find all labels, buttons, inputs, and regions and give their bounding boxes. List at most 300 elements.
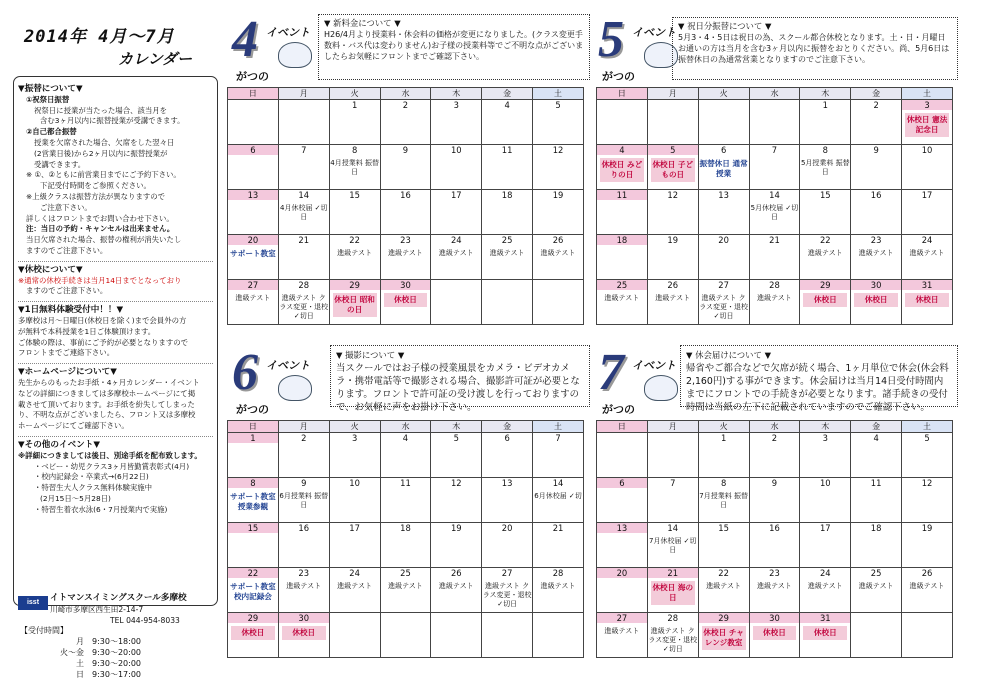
day-cell (749, 190, 800, 235)
day-cell (329, 100, 380, 145)
day-number: 14 (667, 523, 679, 533)
section-line: ・ベビー・幼児クラス3ヶ月皆勤賞表彰式(4月) (34, 461, 190, 471)
day-cell (749, 145, 800, 190)
day-cell (533, 235, 584, 280)
day-number: 19 (552, 190, 564, 200)
day-note: 進級テスト クラス変更・退校 ✓切日 (699, 294, 748, 320)
day-cell (482, 100, 533, 145)
weekday-header: 金 (851, 421, 902, 433)
day-cell (800, 235, 851, 280)
weekday-header: 土 (533, 421, 584, 433)
day-note: 進級テスト (438, 582, 474, 590)
day-cell (380, 145, 431, 190)
section-line: が無料で本科授業を1日ご体験頂けます。 (18, 326, 156, 336)
day-cell (851, 190, 902, 235)
day-cell (597, 613, 648, 658)
day-cell (902, 523, 953, 568)
day-number: 17 (349, 523, 360, 533)
day-cell (278, 190, 329, 235)
day-number: 23 (400, 235, 411, 245)
day-number: 18 (400, 523, 411, 533)
day-cell (329, 280, 380, 325)
section-line: ※上級クラスは振替方法が異なりますので (26, 191, 166, 201)
day-number: 16 (769, 523, 780, 533)
day-cell (749, 613, 800, 658)
day-note: 進級テスト (757, 582, 792, 590)
day-note: 進級テスト (438, 249, 474, 257)
month-header-4 (232, 12, 322, 84)
day-cell (431, 145, 482, 190)
day-cell (228, 433, 279, 478)
page-subtitle: カレンダー (118, 50, 193, 68)
section-line: 当日欠席された場合、振替の権利が消失いたし (26, 235, 182, 245)
section-line: ホームページにてご確認下さい。 (18, 421, 129, 431)
day-number: 19 (667, 235, 679, 245)
weekday-header: 火 (698, 421, 749, 433)
calendar-6 (227, 420, 584, 658)
day-number: 5 (555, 100, 561, 110)
day-cell (228, 280, 279, 325)
school-info (50, 593, 220, 626)
day-note: 進級テスト (858, 582, 894, 590)
section-line: ・特習生大人クラス無料体験実施中 (34, 483, 153, 493)
section-line: 多摩校は月〜日曜日(休校日を除く)まで会員外の方 (18, 315, 187, 325)
weekday-header: 月 (647, 421, 698, 433)
day-number: 10 (921, 145, 933, 155)
day-number: 10 (819, 478, 831, 488)
day-number: 23 (298, 568, 310, 578)
hours-day: 月 (76, 637, 84, 646)
day-number: 14 (298, 190, 310, 200)
day-number: 19 (921, 523, 933, 533)
day-cell (380, 568, 431, 613)
notice-title: ▼ 休会届けについて ▼ (686, 350, 772, 360)
day-cell (228, 190, 279, 235)
calendar-4 (227, 87, 584, 325)
calendar-week (228, 145, 584, 190)
day-cell (800, 523, 851, 568)
day-note: 4月授業料 振替日 (330, 159, 379, 176)
day-number: 30 (381, 280, 431, 290)
day-cell (228, 100, 279, 145)
day-cell (482, 478, 533, 523)
day-number: 25 (870, 568, 882, 578)
calendar-week (597, 433, 953, 478)
day-cell (800, 145, 851, 190)
section-line: 下記受付時間をご参照ください。 (40, 181, 151, 191)
day-number: 3 (453, 100, 459, 110)
holiday-badge: 休校日 海の日 (651, 581, 695, 605)
holiday-badge: 休校日 (803, 293, 847, 307)
weekday-header: 土 (902, 421, 953, 433)
day-cell (597, 523, 648, 568)
weekday-header: 水 (380, 421, 431, 433)
day-number: 20 (228, 235, 278, 245)
day-cell (278, 145, 329, 190)
day-number: 11 (870, 478, 882, 488)
day-cell (698, 190, 749, 235)
day-cell (597, 235, 648, 280)
day-number: 13 (597, 523, 647, 533)
day-cell (902, 478, 953, 523)
day-number: 1 (720, 433, 727, 443)
day-number: 1 (228, 433, 278, 443)
day-number: 16 (870, 190, 882, 200)
day-number: 1 (822, 100, 828, 110)
day-number: 5 (453, 433, 459, 443)
day-number: 30 (851, 280, 901, 290)
day-number: 25 (597, 280, 647, 290)
day-number: 7 (771, 145, 778, 155)
day-cell (749, 235, 800, 280)
day-note: 進級テスト (388, 582, 423, 590)
day-cell (902, 145, 953, 190)
day-cell (431, 280, 482, 325)
day-number: 3 (902, 100, 952, 110)
day-cell (698, 478, 749, 523)
page-title: 2014年 4月〜7月 (24, 27, 175, 47)
calendar-week (597, 478, 953, 523)
hours-day: 土 (76, 659, 84, 668)
day-number: 7 (301, 145, 307, 155)
day-number: 12 (450, 478, 462, 488)
day-cell (533, 523, 584, 568)
day-cell (698, 145, 749, 190)
holiday-badge: 休校日 (384, 293, 428, 307)
weekday-header: 火 (329, 88, 380, 100)
day-cell (431, 433, 482, 478)
day-cell (698, 613, 749, 658)
day-cell (278, 523, 329, 568)
day-cell (800, 568, 851, 613)
weekday-header: 日 (597, 88, 648, 100)
day-number: 20 (597, 568, 647, 578)
day-number: 21 (769, 235, 780, 245)
section-line: 含む3ヶ月以内に振替授業が受講できます。 (40, 116, 185, 126)
day-cell (698, 433, 749, 478)
section-line: ・校内記録会・卒業式→(6月22日) (34, 472, 149, 482)
day-cell (278, 568, 329, 613)
day-cell (278, 478, 329, 523)
day-note: 進級テスト (337, 249, 372, 257)
gatsu-label: がつの (602, 404, 635, 416)
day-cell (228, 478, 279, 523)
hours-row (20, 636, 220, 647)
day-number: 16 (298, 523, 310, 533)
day-number: 13 (718, 190, 729, 200)
day-note: 進級テスト (909, 582, 945, 590)
day-number: 22 (349, 235, 360, 245)
day-cell (228, 613, 279, 658)
section-divider (18, 363, 213, 364)
notice-box (672, 17, 958, 80)
day-note: 6月授業料 振替日 (279, 492, 329, 509)
section-line: (2営業日後)から2ヶ月以内に振替授業が (34, 148, 168, 158)
day-cell (431, 478, 482, 523)
hours-day: 日 (76, 670, 84, 679)
section-line: 祝祭日に授業が当たった場合、該当月を (34, 105, 168, 115)
day-cell (698, 280, 749, 325)
day-number: 21 (648, 568, 698, 578)
day-cell (902, 280, 953, 325)
day-number: 1 (351, 100, 358, 110)
day-cell (647, 100, 698, 145)
day-cell (380, 523, 431, 568)
day-cell (902, 190, 953, 235)
day-number: 8 (228, 478, 278, 488)
day-number: 8 (351, 145, 358, 155)
day-cell (851, 235, 902, 280)
day-cell (749, 568, 800, 613)
day-number: 20 (501, 523, 513, 533)
day-cell (800, 613, 851, 658)
notice-box (330, 345, 590, 413)
day-number: 24 (349, 568, 360, 578)
day-cell (800, 280, 851, 325)
day-number: 2 (873, 100, 879, 110)
day-cell (749, 100, 800, 145)
gatsu-label: がつの (236, 71, 269, 83)
day-number: 22 (228, 568, 278, 578)
section-line: ご体験の際は、事前にご予約が必要となりますので (18, 337, 188, 347)
day-note: 進級テスト (807, 249, 843, 257)
day-cell (851, 613, 902, 658)
day-number: 17 (450, 190, 462, 200)
day-cell (482, 568, 533, 613)
weekday-header: 木 (800, 421, 851, 433)
day-number: 28 (298, 280, 310, 290)
day-cell (647, 190, 698, 235)
day-number: 30 (279, 613, 329, 623)
calendar-week (228, 100, 584, 145)
day-note: 進級テスト (489, 249, 525, 257)
weekday-header: 月 (278, 421, 329, 433)
day-number: 29 (800, 280, 850, 290)
weekday-header: 土 (902, 88, 953, 100)
hours-time: 9:30〜17:00 (92, 670, 142, 679)
weekday-header: 金 (482, 421, 533, 433)
section-title: ▼その他のイベント▼ (18, 439, 100, 450)
calendar-5 (596, 87, 953, 325)
calendar-week (597, 100, 953, 145)
day-number: 5 (924, 433, 930, 443)
calendar-week (228, 190, 584, 235)
event-label: イベント (266, 360, 310, 372)
day-cell (647, 145, 698, 190)
section-line: ・特習生着衣水泳(6・7月授業内で実施) (34, 504, 168, 514)
day-number: 11 (400, 478, 411, 488)
day-note: 6月休校届 ✓切 (534, 492, 582, 500)
day-cell (380, 190, 431, 235)
notice-text: 帰省やご都合などで欠席が続く場合、1ヶ月単位で休会(休会料2,160円)する事ができます。休会届けは当月14日受付時間内までにフロントでの手続きが必要となります。諸手続きの受付時間は当紙の左下に記載されていますのでご確認下さい。 (686, 363, 949, 413)
day-cell (902, 613, 953, 658)
day-number: 29 (330, 280, 380, 290)
notice-title: ▼ 新料金について ▼ (324, 18, 401, 28)
section-line: ますのでご注意下さい。 (26, 245, 108, 255)
calendar-week (597, 523, 953, 568)
day-cell (597, 280, 648, 325)
day-number: 11 (597, 190, 647, 200)
holiday-badge: 休校日 (282, 626, 326, 640)
day-number: 29 (228, 613, 278, 623)
day-number: 9 (771, 478, 778, 488)
calendar-week (597, 235, 953, 280)
day-number: 19 (450, 523, 462, 533)
day-number: 5 (648, 145, 698, 155)
notice-text: H26/4月より授業料・休会料の価格が変更になりました。(クラス変更手数料・バス代は変わりません)お子様の授業料等でご不明な点がございましたらお気軽にフロントまでご確認下さい。 (324, 30, 584, 61)
calendar-week (597, 280, 953, 325)
day-cell (533, 100, 584, 145)
day-note: 進級テスト (388, 249, 423, 257)
day-number: 10 (349, 478, 360, 488)
notice-text: 当スクールではお子様の授業風景をカメラ・ビデオカメラ・携帯電話等で撮影される場合、撮影許可証が必要となります。フロントで許可証の受け渡しを行っておりますので、お気軽に声をお掛け下さい。 (336, 363, 580, 413)
section-line: 授業を欠席された場合、欠席をした翌々日 (34, 137, 175, 147)
calendar-week (228, 280, 584, 325)
day-number: 10 (450, 145, 462, 155)
day-number: 4 (402, 433, 409, 443)
month-number: 5 (598, 11, 624, 68)
day-number: 24 (921, 235, 933, 245)
calendar-week (597, 190, 953, 235)
day-note: 進級テスト (909, 249, 945, 257)
day-cell (800, 478, 851, 523)
day-cell (533, 433, 584, 478)
school-address: 川崎市多摩区西生田2-14-7 (50, 605, 144, 614)
day-number: 21 (552, 523, 564, 533)
day-cell (533, 478, 584, 523)
weekday-header: 火 (698, 88, 749, 100)
day-cell (698, 100, 749, 145)
month-header-6 (232, 345, 322, 417)
day-cell (800, 190, 851, 235)
day-note: 進級テスト (604, 294, 640, 302)
day-number: 29 (699, 613, 749, 623)
day-cell (851, 100, 902, 145)
notice-title: ▼ 祝日分振替について ▼ (678, 21, 772, 31)
day-number: 12 (667, 190, 679, 200)
calendar-week (228, 478, 584, 523)
day-note: 進級テスト (540, 582, 576, 590)
holiday-badge: 休校日 子どもの日 (651, 158, 695, 182)
day-note: 5月授業料 振替日 (800, 159, 850, 176)
day-cell (380, 613, 431, 658)
day-cell (329, 523, 380, 568)
day-number: 14 (552, 478, 564, 488)
day-cell (851, 280, 902, 325)
day-number: 30 (750, 613, 800, 623)
day-number: 7 (555, 433, 561, 443)
section-title: ▼振替について▼ (18, 84, 83, 94)
calendar-week (597, 145, 953, 190)
school-name: イトマンスイミングスクール多摩校 (50, 593, 187, 603)
day-cell (597, 433, 648, 478)
day-number: 3 (822, 433, 828, 443)
hours-time: 9:30〜20:00 (92, 648, 142, 657)
section-line: 受講できます。 (34, 159, 86, 169)
day-cell (329, 145, 380, 190)
day-number: 23 (769, 568, 780, 578)
calendar-7 (596, 420, 953, 658)
day-cell (698, 523, 749, 568)
section-line: ※ ①、②ともに前営業日までにご予約下さい。 (26, 170, 181, 180)
weekday-header: 水 (380, 88, 431, 100)
day-cell (647, 613, 698, 658)
month-number: 4 (232, 11, 258, 68)
calendar-week (228, 433, 584, 478)
day-number: 7 (670, 478, 676, 488)
day-cell (329, 235, 380, 280)
day-cell (647, 568, 698, 613)
day-cell (380, 478, 431, 523)
gatsu-label: がつの (602, 71, 635, 83)
weekday-header: 木 (431, 88, 482, 100)
section-line: 先生からのもったお手紙・4ヶ月カレンダー・イベント (18, 377, 200, 387)
day-cell (533, 145, 584, 190)
day-number: 13 (228, 190, 278, 200)
weekday-header: 日 (228, 88, 279, 100)
day-number: 26 (667, 280, 679, 290)
day-cell (380, 235, 431, 280)
holiday-badge: 休校日 みどりの日 (600, 158, 644, 182)
day-cell (228, 568, 279, 613)
calendar-week (597, 613, 953, 658)
hours-title: 【受付時間】 (20, 626, 68, 635)
day-cell (749, 433, 800, 478)
day-number: 27 (228, 280, 278, 290)
day-cell (329, 478, 380, 523)
weekday-header: 木 (800, 88, 851, 100)
day-note: 進級テスト (286, 582, 322, 590)
day-number: 25 (501, 235, 513, 245)
holiday-badge: 休校日 (905, 293, 949, 307)
calendar-week (228, 235, 584, 280)
day-note: 進級テスト (655, 294, 691, 302)
day-note: 進級テスト (807, 582, 843, 590)
day-cell (902, 235, 953, 280)
day-cell (228, 523, 279, 568)
day-cell (597, 100, 648, 145)
day-cell (278, 235, 329, 280)
day-note: 4月休校届 ✓切日 (279, 204, 328, 221)
day-cell (851, 433, 902, 478)
day-number: 31 (902, 280, 952, 290)
holiday-badge: 休校日 (753, 626, 797, 640)
notice-title: ▼ 撮影について ▼ (336, 350, 405, 360)
day-cell (698, 568, 749, 613)
day-number: 27 (597, 613, 647, 623)
day-cell (597, 478, 648, 523)
day-cell (278, 280, 329, 325)
section-line: 注：当日の予約・キャンセルは出来ません。 (26, 224, 175, 234)
section-line: ※通常の休校手続きは当月14日までとなっており (18, 275, 182, 285)
day-cell (597, 190, 648, 235)
day-cell (749, 280, 800, 325)
weekday-header: 金 (851, 88, 902, 100)
day-number: 18 (501, 190, 513, 200)
day-cell (329, 433, 380, 478)
mascot-icon (278, 375, 312, 401)
day-cell (431, 568, 482, 613)
weekday-header: 火 (329, 421, 380, 433)
day-number: 25 (400, 568, 411, 578)
day-number: 23 (870, 235, 882, 245)
day-cell (533, 280, 584, 325)
weekday-header: 日 (228, 421, 279, 433)
day-cell (647, 523, 698, 568)
day-number: 6 (504, 433, 510, 443)
weekday-header: 月 (647, 88, 698, 100)
section-line: 詳しくはフロントまでお問い合わせ下さい。 (26, 213, 174, 223)
